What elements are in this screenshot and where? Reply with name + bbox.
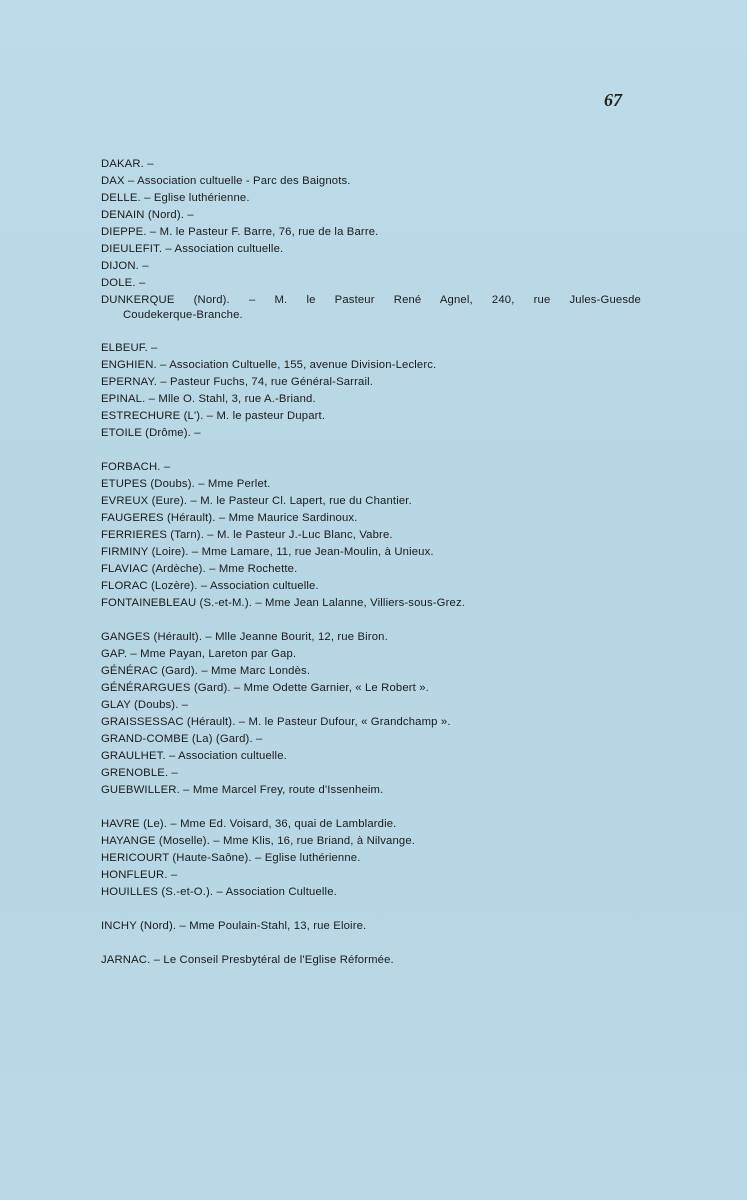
list-item: GÉNÉRAC (Gard). – Mme Marc Londès. xyxy=(101,665,311,677)
list-item: GLAY (Doubs). – xyxy=(101,699,189,711)
section-e xyxy=(101,340,641,442)
list-item: DENAIN (Nord). – xyxy=(101,209,194,221)
list-item: FORBACH. – xyxy=(101,461,171,473)
list-item: ETOILE (Drôme). – xyxy=(101,427,201,439)
list-item: DAX – Association cultuelle - Parc des Baignots. xyxy=(101,175,351,187)
list-item: GAP. – Mme Payan, Lareton par Gap. xyxy=(101,648,297,660)
section-g xyxy=(101,629,641,799)
section-d xyxy=(101,156,641,323)
list-item: FONTAINEBLEAU (S.-et-M.). – Mme Jean Lalanne, Villiers-sous-Grez. xyxy=(101,597,466,609)
section-h xyxy=(101,816,641,901)
section-f xyxy=(101,459,641,612)
list-item: GRAISSESSAC (Hérault). – M. le Pasteur Dufour, « Grandchamp ». xyxy=(101,716,451,728)
list-item: ELBEUF. – xyxy=(101,342,158,354)
list-item: EPINAL. – Mlle O. Stahl, 3, rue A.-Briand. xyxy=(101,393,316,405)
list-item: GRAND-COMBE (La) (Gard). – xyxy=(101,733,263,745)
list-item: JARNAC. – Le Conseil Presbytéral de l'Eglise Réformée. xyxy=(101,954,394,966)
list-item: DIEULEFIT. – Association cultuelle. xyxy=(101,243,284,255)
list-item xyxy=(101,292,641,323)
list-item-continuation: Coudekerque-Branche. xyxy=(123,309,243,321)
list-item: DAKAR. – xyxy=(101,158,154,170)
list-item: ESTRECHURE (L'). – M. le pasteur Dupart. xyxy=(101,410,326,422)
list-item: DIJON. – xyxy=(101,260,149,272)
list-item: EPERNAY. – Pasteur Fuchs, 74, rue Général-Sarrail. xyxy=(101,376,374,388)
section-i xyxy=(101,918,641,935)
list-item: ETUPES (Doubs). – Mme Perlet. xyxy=(101,478,271,490)
list-item: GUEBWILLER. – Mme Marcel Frey, route d'Issenheim. xyxy=(101,784,384,796)
list-item: FERRIERES (Tarn). – M. le Pasteur J.-Luc Blanc, Vabre. xyxy=(101,529,393,541)
list-item: DOLE. – xyxy=(101,277,146,289)
list-item: HOUILLES (S.-et-O.). – Association Cultuelle. xyxy=(101,886,337,898)
list-item: FIRMINY (Loire). – Mme Lamare, 11, rue Jean-Moulin, à Unieux. xyxy=(101,546,434,558)
list-item: FLORAC (Lozère). – Association cultuelle. xyxy=(101,580,319,592)
list-item: FLAVIAC (Ardèche). – Mme Rochette. xyxy=(101,563,298,575)
list-item: HAVRE (Le). – Mme Ed. Voisard, 36, quai de Lamblardie. xyxy=(101,818,397,830)
list-item: HAYANGE (Moselle). – Mme Klis, 16, rue Briand, à Nilvange. xyxy=(101,835,416,847)
list-item: GRENOBLE. – xyxy=(101,767,178,779)
page-number: 67 xyxy=(604,90,622,110)
list-item: GANGES (Hérault). – Mlle Jeanne Bourit, 12, rue Biron. xyxy=(101,631,388,643)
list-item: GRAULHET. – Association cultuelle. xyxy=(101,750,287,762)
list-item: HONFLEUR. – xyxy=(101,869,178,881)
list-item: DELLE. – Eglise luthérienne. xyxy=(101,192,250,204)
list-item: HERICOURT (Haute-Saône). – Eglise luthérienne. xyxy=(101,852,361,864)
list-item: GÉNÉRARGUES (Gard). – Mme Odette Garnier, « Le Robert ». xyxy=(101,682,429,694)
list-item: FAUGERES (Hérault). – Mme Maurice Sardinoux. xyxy=(101,512,358,524)
directory-list xyxy=(101,156,641,986)
list-item: DIEPPE. – M. le Pasteur F. Barre, 76, rue de la Barre. xyxy=(101,226,379,238)
section-j xyxy=(101,952,641,969)
list-item-text: DUNKERQUE (Nord). – M. le Pasteur René Agnel, 240, rue Jules-Guesde xyxy=(101,294,641,306)
list-item: ENGHIEN. – Association Cultuelle, 155, avenue Division-Leclerc. xyxy=(101,359,437,371)
list-item: INCHY (Nord). – Mme Poulain-Stahl, 13, rue Eloire. xyxy=(101,920,367,932)
list-item: EVREUX (Eure). – M. le Pasteur Cl. Lapert, rue du Chantier. xyxy=(101,495,412,507)
